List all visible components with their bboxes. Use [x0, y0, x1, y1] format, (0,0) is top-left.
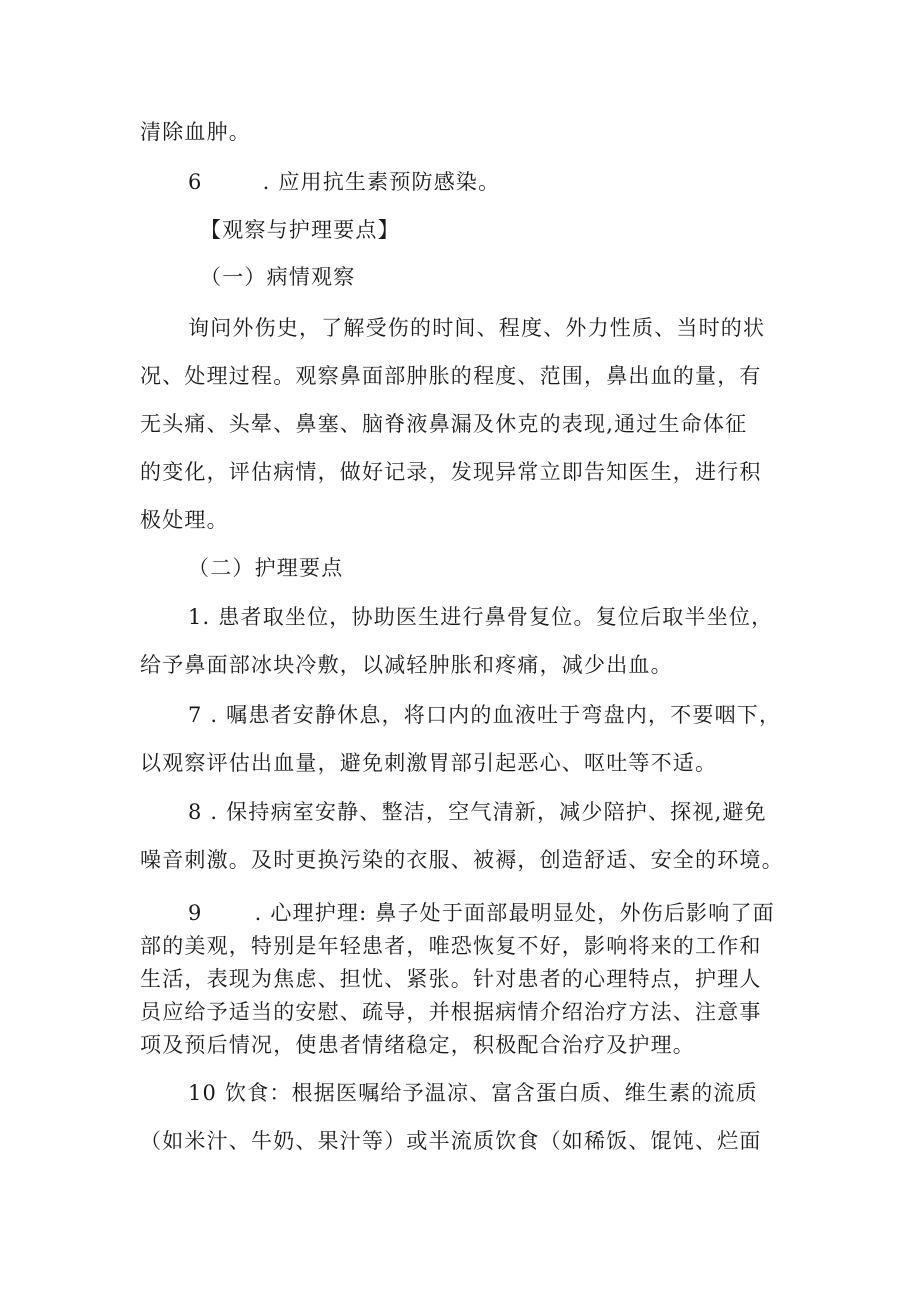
line-text: 7 . 嘱患者安静休息，将口内的血液吐于弯盘内，不要咽下，	[188, 703, 782, 727]
paragraph-line	[0, 845, 920, 875]
paragraph-line	[0, 409, 920, 439]
paragraph-line	[0, 602, 920, 632]
paragraph-line	[0, 313, 920, 343]
paragraph-line	[0, 361, 920, 391]
paragraph-line	[0, 1078, 920, 1108]
heading-text: （一）病情观察	[200, 265, 356, 289]
line-text: 的变化，评估病情，做好记录，发现异常立即告知医生，进行积	[140, 460, 762, 484]
paragraph-line	[0, 457, 920, 487]
heading-text: （二）护理要点	[188, 556, 344, 580]
paragraph-line	[0, 797, 920, 827]
paragraph-line	[0, 748, 920, 778]
subsection-heading-1	[0, 262, 920, 292]
numbered-item-9	[0, 898, 920, 928]
subsection-heading-2	[0, 553, 920, 583]
line-text: 1. 患者取坐位，协助医生进行鼻骨复位。复位后取半坐位，	[188, 605, 774, 629]
heading-text: 【观察与护理要点】	[200, 218, 400, 242]
paragraph-line	[0, 505, 920, 535]
line-text: 极处理。	[140, 508, 229, 532]
line-text: 询问外伤史，了解受伤的时间、程度、外力性质、当时的状	[188, 316, 766, 340]
paragraph-line	[0, 650, 920, 680]
paragraph-line	[0, 700, 920, 730]
numbered-item-6	[0, 167, 920, 197]
line-text: 8 . 保持病室安静、整洁，空气清新，减少陪护、探视,避免	[188, 800, 767, 824]
paragraph-line	[0, 1030, 920, 1060]
item-text: . 心理护理: 鼻子处于面部最明显处，外伤后影响了面	[254, 901, 775, 925]
line-text: 生活，表现为焦虑、担忧、紧张。针对患者的心理特点，护理人	[140, 967, 762, 991]
line-text: 况、处理过程。观察鼻面部肿胀的程度、范围，鼻出血的量，有	[140, 364, 762, 388]
line-text: 部的美观，特别是年轻患者，唯恐恢复不好，影响将来的工作和	[140, 934, 762, 958]
line-text: 清除血肿。	[140, 120, 251, 144]
text-line	[0, 117, 920, 147]
line-text: 以观察评估出血量，避免刺激胃部引起恶心、呕吐等不适。	[140, 751, 718, 775]
line-text: 10 饮食：根据医嘱给予温凉、富含蛋白质、维生素的流质	[188, 1081, 758, 1105]
line-text: 无头痛、头晕、鼻塞、脑脊液鼻漏及休克的表现,通过生命体征	[140, 412, 748, 436]
line-text: 项及预后情况，使患者情绪稳定，积极配合治疗及护理。	[140, 1033, 695, 1057]
line-text: 噪音刺激。及时更换污染的衣服、被褥，创造舒适、安全的环境。	[140, 848, 784, 872]
paragraph-line	[0, 931, 920, 961]
line-text: 员应给予适当的安慰、疏导，并根据病情介绍治疗方法、注意事	[140, 1000, 762, 1024]
item-number: 9	[188, 901, 203, 925]
item-number: 6	[188, 170, 203, 194]
item-text: . 应用抗生素预防感染。	[262, 170, 501, 194]
section-heading	[0, 215, 920, 245]
paragraph-line	[0, 964, 920, 994]
paragraph-line	[0, 997, 920, 1027]
paragraph-line	[0, 1126, 920, 1156]
line-text: （如米汁、牛奶、果汁等）或半流质饮食（如稀饭、馄饨、烂面	[140, 1129, 762, 1153]
line-text: 给予鼻面部冰块冷敷，以减轻肿胀和疼痛，减少出血。	[140, 653, 673, 677]
